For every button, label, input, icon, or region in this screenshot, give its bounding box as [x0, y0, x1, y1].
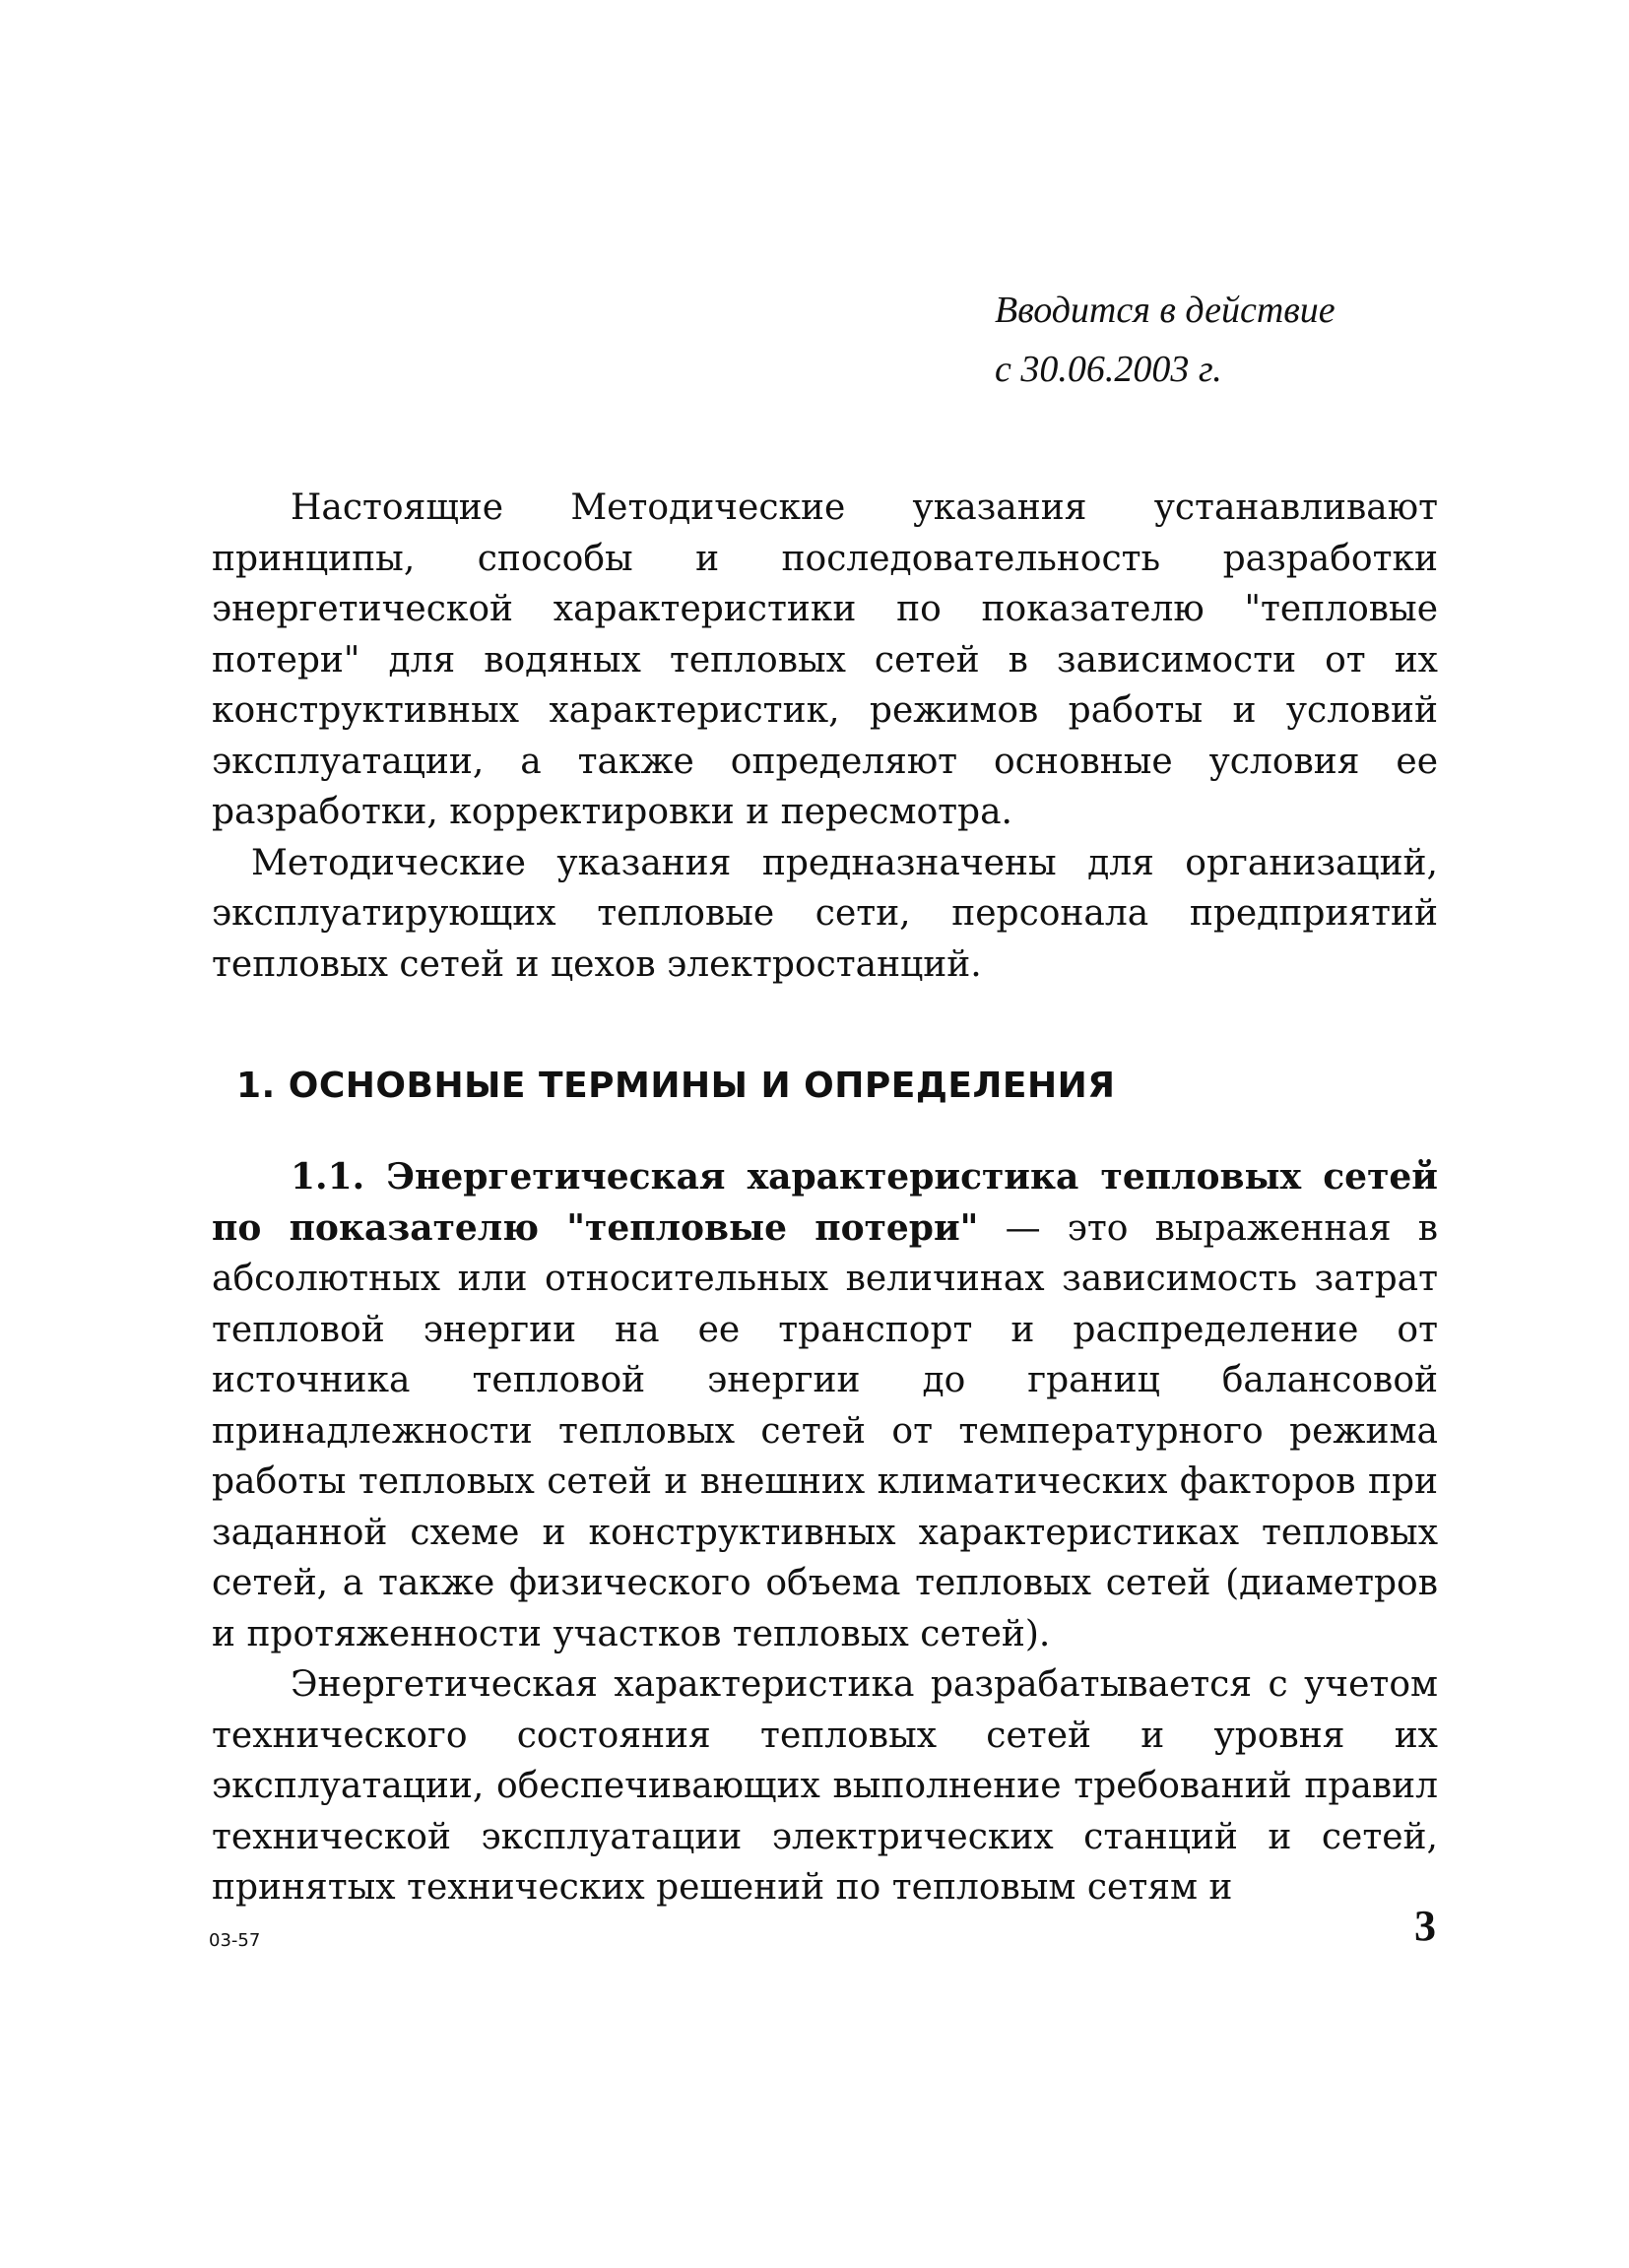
definitions-text	[212, 1152, 1438, 1913]
effective-date-line-2: с 30.06.2003 г.	[995, 349, 1222, 390]
page-number: 3	[1414, 1902, 1436, 1950]
intro-paragraph-2: Методические указания предназначены для организаций, эксплуатирующих тепловые сети, персонала предприятий тепловых сетей и цехов электростанций.	[212, 842, 1438, 985]
clause-1-1-paragraph-2: Энергетическая характеристика разрабатывается с учетом технического состояния тепловых сетей и уровня их эксплуатации, обеспечивающих выполнение требований правил технической эксплуатации электрических станций и сетей, принятых технических решений по тепловым сетям и	[212, 1664, 1438, 1908]
intro-paragraph-1: Настоящие Методические указания устанавливают принципы, способы и последовательность разработки энергетической характеристики по показателю "тепловые потери" для водяных тепловых сетей в зависимости от их конструктивных характеристик, режимов работы и условий эксплуатации, а также определяют основные условия ее разработки, корректировки и пересмотра.	[212, 487, 1438, 832]
clause-1-1-definition: — это выраженная в абсолютных или относительных величинах зависимость затрат тепловой энергии на ее транспорт и распределение от источника тепловой энергии до границ балансовой принадлежности тепловых сетей от температурного режима работы тепловых сетей и внешних климатических факторов при заданной схеме и конструктивных характеристиках тепловых сетей, а также физического объема тепловых сетей (диаметров и протяженности участков тепловых сетей).	[212, 1207, 1438, 1654]
clause-1-1	[212, 1152, 1438, 1659]
intro-text	[212, 483, 1438, 990]
footer-code: 03-57	[209, 1930, 261, 1951]
clause-1-1-term: 1.1. Энергетическая характеристика тепловых сетей по показателю "тепловые потери"	[212, 1156, 1438, 1249]
effective-date-line-1: Вводится в действие	[995, 290, 1336, 331]
section-heading: 1. ОСНОВНЫЕ ТЕРМИНЫ И ОПРЕДЕЛЕНИЯ	[236, 1066, 1116, 1106]
effective-date	[995, 281, 1336, 399]
